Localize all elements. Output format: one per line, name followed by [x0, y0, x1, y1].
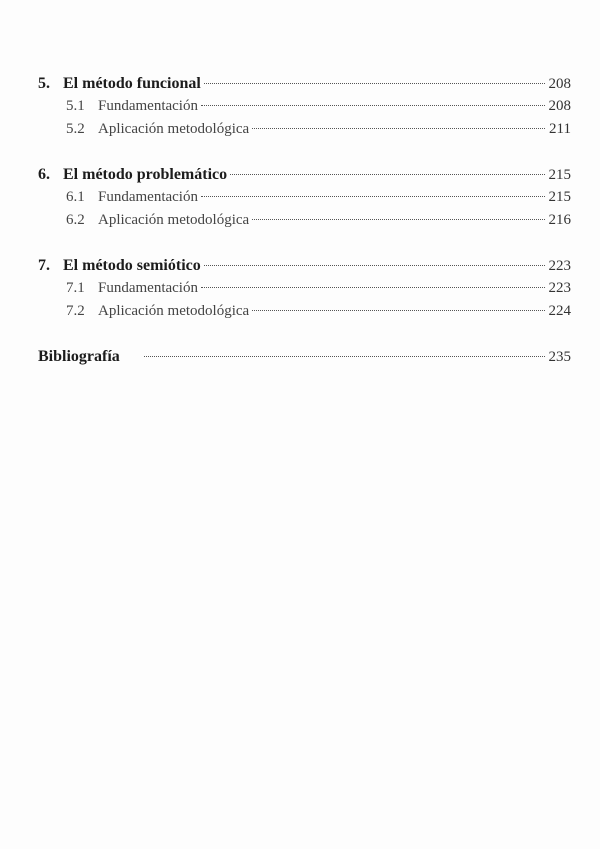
- page-number: 208: [548, 76, 571, 92]
- toc-entry-section: [38, 300, 571, 323]
- section-title: Aplicación metodológica: [98, 121, 250, 137]
- toc-bibliography: [38, 345, 571, 368]
- page-number: 223: [548, 280, 571, 296]
- page-number: 216: [548, 212, 571, 228]
- toc-entry-bibliography: [38, 345, 571, 368]
- toc-chapter-5: [38, 72, 571, 141]
- dot-leader: [204, 265, 545, 266]
- toc-entry-chapter: [38, 72, 571, 95]
- section-title: Aplicación metodológica: [98, 303, 250, 319]
- toc-entry-section: [38, 209, 571, 232]
- dot-leader: [144, 356, 545, 357]
- toc-entry-chapter: [38, 254, 571, 277]
- section-title: Fundamentación: [98, 280, 198, 296]
- page-number: 235: [548, 349, 571, 365]
- page-number: 215: [548, 167, 571, 183]
- toc-entry-section: [38, 95, 571, 118]
- page-number: 215: [548, 189, 571, 205]
- toc-chapter-7: [38, 254, 571, 323]
- table-of-contents: [38, 72, 571, 390]
- page-number: 224: [548, 303, 571, 319]
- chapter-number: 7.: [38, 257, 50, 274]
- page-number: 223: [548, 258, 571, 274]
- dot-leader: [230, 174, 544, 175]
- chapter-number: 5.: [38, 75, 50, 92]
- toc-entry-section: [38, 118, 571, 141]
- toc-chapter-6: [38, 163, 571, 232]
- section-number: 7.2: [66, 303, 85, 319]
- section-title: Fundamentación: [98, 98, 198, 114]
- section-number: 6.1: [66, 189, 85, 205]
- toc-entry-section: [38, 186, 571, 209]
- section-number: 5.1: [66, 98, 85, 114]
- chapter-number: 6.: [38, 166, 50, 183]
- chapter-title: El método funcional: [63, 75, 201, 92]
- dot-leader: [252, 219, 544, 220]
- section-title: Fundamentación: [98, 189, 198, 205]
- dot-leader: [252, 128, 545, 129]
- chapter-title: El método semiótico: [63, 257, 201, 274]
- dot-leader: [204, 83, 545, 84]
- dot-leader: [252, 310, 544, 311]
- page-number: 211: [549, 121, 571, 137]
- bibliography-title: Bibliografía: [38, 348, 120, 365]
- toc-entry-section: [38, 277, 571, 300]
- page-number: 208: [548, 98, 571, 114]
- chapter-title: El método problemático: [63, 166, 228, 183]
- section-number: 6.2: [66, 212, 85, 228]
- section-number: 5.2: [66, 121, 85, 137]
- dot-leader: [201, 196, 545, 197]
- dot-leader: [201, 105, 545, 106]
- section-number: 7.1: [66, 280, 85, 296]
- toc-entry-chapter: [38, 163, 571, 186]
- dot-leader: [201, 287, 545, 288]
- section-title: Aplicación metodológica: [98, 212, 250, 228]
